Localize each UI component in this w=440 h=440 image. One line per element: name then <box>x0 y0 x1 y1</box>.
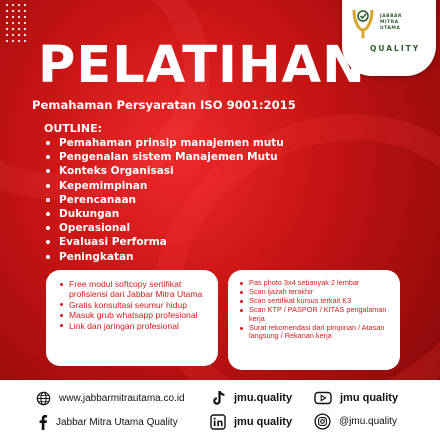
bullet-icon <box>60 324 63 327</box>
website-text: www.jabbarmitrautama.co.id <box>59 393 185 404</box>
youtube-icon <box>314 391 332 405</box>
outline-item-text: Evaluasi Performa <box>59 236 167 249</box>
bullet-icon <box>60 314 63 317</box>
outline-item-text: Operasional <box>59 222 131 235</box>
benefit-text: Gratis konsultasi seumur hidup <box>69 299 187 310</box>
outline-item-text: Dukungan <box>59 207 120 220</box>
benefit-item <box>60 321 210 331</box>
logo-wordmark <box>380 14 420 32</box>
globe-icon <box>36 391 51 406</box>
facebook-page: Jabbar Mitra Utama Quality <box>56 416 178 428</box>
benefit-item <box>60 300 210 310</box>
benefit-item <box>60 279 210 300</box>
bullet-icon <box>240 300 243 303</box>
bullet-icon <box>240 291 243 294</box>
requirement-text: Pas photo 3x4 sebanyak 2 lembar <box>249 278 360 287</box>
requirement-text: Scan KTP / PASPOR / KITAS pengalaman kerja <box>249 304 387 323</box>
logo-text: MITRA <box>380 20 399 25</box>
logo-text: UTAMA <box>380 26 401 31</box>
tiktok-link[interactable] <box>212 390 292 406</box>
benefits-card <box>46 270 218 366</box>
page-title: PELATIHAN <box>38 36 366 95</box>
outline-item-text: Pemahaman prinsip manajemen mutu <box>59 137 284 149</box>
outline-item <box>46 207 284 221</box>
outline-item <box>46 150 284 164</box>
outline-item <box>46 179 284 193</box>
bullet-icon <box>46 155 50 159</box>
outline-item-text: Perencanaan <box>59 193 137 206</box>
course-subtitle: Pemahaman Persyaratan ISO 9001:2015 <box>32 98 296 112</box>
requirement-text: Surat rekomendasi dari pimpinan / Atasan langsung / Rekanan kerja <box>249 322 385 341</box>
dot-pattern <box>4 2 26 44</box>
outline-item <box>46 235 284 249</box>
bullet-icon <box>46 255 50 259</box>
bullet-icon <box>46 169 50 173</box>
bullet-icon <box>46 240 50 244</box>
logo-emblem-icon <box>350 6 376 40</box>
requirement-text: Scan sertifikat kursus terkait K3 <box>249 295 352 305</box>
benefit-text: Link dan jaringan profesional <box>69 320 179 331</box>
requirements-list <box>240 279 394 341</box>
bullet-icon <box>60 283 63 286</box>
logo-text: JABBAR <box>380 14 402 19</box>
outline-item-text: Konteks Organisasi <box>59 165 174 178</box>
bullet-icon <box>240 327 243 330</box>
logo-quality-text: QUALITY <box>370 44 421 53</box>
bullet-icon <box>46 212 50 216</box>
youtube-link[interactable] <box>314 391 398 405</box>
tiktok-icon <box>212 390 226 406</box>
linkedin-icon <box>210 414 226 430</box>
requirement-item <box>240 306 394 324</box>
outline-item <box>46 193 284 207</box>
requirement-item <box>240 324 394 342</box>
bullet-icon <box>46 141 50 145</box>
bullet-icon <box>60 303 63 306</box>
benefit-text: Masuk grub whatsapp profesional <box>69 310 198 321</box>
benefits-list <box>60 279 210 331</box>
linkedin-handle: jmu quality <box>234 416 293 428</box>
facebook-link[interactable] <box>38 414 178 430</box>
benefit-item <box>60 310 210 320</box>
outline-item <box>46 221 284 235</box>
outline-item-text: Kepemimpinan <box>59 179 148 192</box>
instagram-icon <box>314 413 331 430</box>
outline-heading: OUTLINE: <box>44 122 103 135</box>
outline-item <box>46 250 284 264</box>
contact-footer <box>0 380 440 440</box>
outline-item <box>46 136 284 150</box>
outline-list <box>46 136 284 264</box>
requirement-text: Scan ijazah terakhir <box>249 286 314 296</box>
outline-item <box>46 164 284 178</box>
requirements-card <box>228 270 400 370</box>
website-link[interactable] <box>36 391 185 406</box>
instagram-link[interactable] <box>314 413 397 430</box>
linkedin-link[interactable] <box>210 414 292 430</box>
benefit-text: Free modul softcopy sertifikat profisiensi dari Jabbar Mitra Utama <box>69 279 203 300</box>
bullet-icon <box>46 184 50 188</box>
outline-item-text: Pengenalan sistem Manajemen Mutu <box>59 151 278 164</box>
instagram-handle: @jmu.quality <box>339 416 397 427</box>
tiktok-handle: jmu.quality <box>234 392 293 404</box>
youtube-handle: jmu quality <box>340 392 399 404</box>
bullet-icon <box>240 309 243 312</box>
facebook-icon <box>38 414 48 430</box>
bullet-icon <box>46 198 50 202</box>
bullet-icon <box>46 226 50 230</box>
bullet-icon <box>240 282 243 285</box>
outline-item-text: Peningkatan <box>59 250 134 263</box>
